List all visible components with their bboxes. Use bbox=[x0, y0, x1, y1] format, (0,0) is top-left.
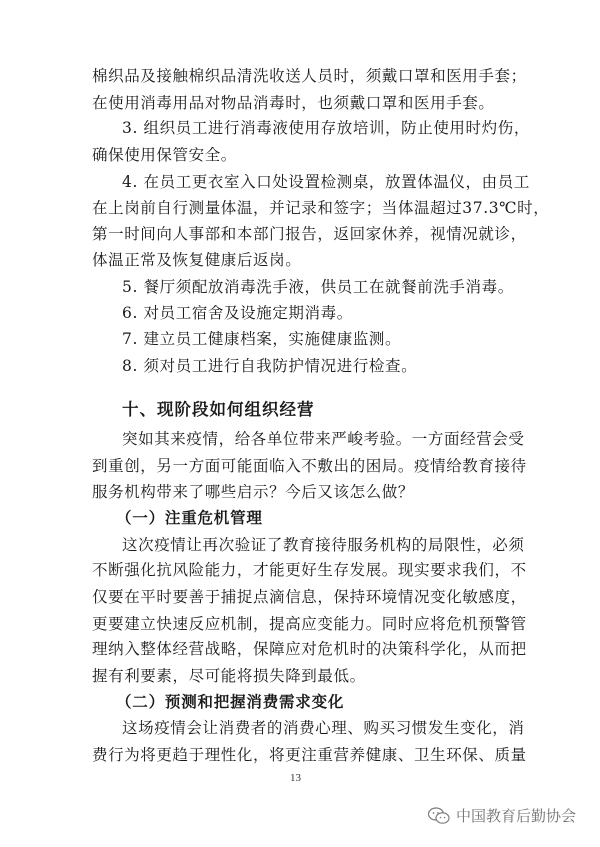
text-line: 6. 对员工宿舍及设施定期消毒。 bbox=[122, 304, 353, 323]
text-line: 理纳入整体经营战略，保障应对危机时的决策科学化，从而把 bbox=[92, 640, 527, 659]
text-line: 突如其来疫情，给各单位带来严峻考验。一方面经营会受 bbox=[122, 429, 525, 448]
page-number: 13 bbox=[290, 772, 301, 784]
text-line: 服务机构带来了哪些启示？今后又该怎么做？ bbox=[92, 483, 415, 502]
subsection-heading: （一）注重危机管理 bbox=[116, 508, 263, 527]
text-line: 8. 须对员工进行自我防护情况进行检查。 bbox=[122, 356, 418, 375]
text-line: 更要建立快速反应机制，提高应变能力。同时应将危机预警管 bbox=[92, 614, 527, 633]
text-line: 到重创，另一方面可能面临入不敷出的困局。疫情给教育接待 bbox=[92, 456, 527, 475]
subsection-heading: （二）预测和把握消费需求变化 bbox=[116, 692, 345, 711]
text-line: 7. 建立员工健康档案，实施健康监测。 bbox=[122, 329, 402, 348]
text-line: 在使用消毒用品对物品消毒时，也须戴口罩和医用手套。 bbox=[92, 93, 495, 112]
watermark-text: 中国教育后勤协会 bbox=[456, 807, 577, 825]
text-line: 3. 组织员工进行消毒液使用存放培训，防止使用时灼伤， bbox=[122, 119, 530, 138]
text-line: 不断强化抗风险能力，才能更好生存发展。现实要求我们，不 bbox=[92, 561, 527, 580]
account-watermark bbox=[428, 805, 576, 826]
text-line: 费行为将更趋于理性化，将更注重营养健康、卫生环保、质量 bbox=[92, 746, 527, 764]
text-line: 体温正常及恢复健康后返岗。 bbox=[92, 250, 302, 269]
section-heading: 十、现阶段如何组织经营 bbox=[122, 399, 315, 419]
text-line: 5. 餐厅须配放消毒洗手液，供员工在就餐前洗手消毒。 bbox=[122, 277, 514, 296]
text-line: 这场疫情会让消费者的消费心理、购买习惯发生变化，消 bbox=[122, 719, 525, 738]
text-line: 棉织品及接触棉织品清洗收送人员时，须戴口罩和医用手套； bbox=[92, 67, 527, 85]
text-line: 握有利要素，尽可能将损失降到最低。 bbox=[92, 667, 366, 685]
wechat-icon bbox=[428, 807, 450, 825]
text-line: 仅要在平时要善于捕捉点滴信息，保持环境情况变化敏感度， bbox=[92, 587, 527, 606]
text-line: 4. 在员工更衣室入口处设置检测桌，放置体温仪，由员工 bbox=[122, 172, 530, 191]
text-line: 确保使用保管安全。 bbox=[92, 146, 237, 164]
text-line: 第一时间向人事部和本部门报告，返回家休养，视情况就诊， bbox=[92, 225, 527, 244]
text-line: 在上岗前自行测量体温，并记录和签字；当体温超过37.3℃时， bbox=[92, 199, 550, 218]
text-line: 这次疫情让再次验证了教育接待服务机构的局限性，必须 bbox=[122, 535, 525, 554]
